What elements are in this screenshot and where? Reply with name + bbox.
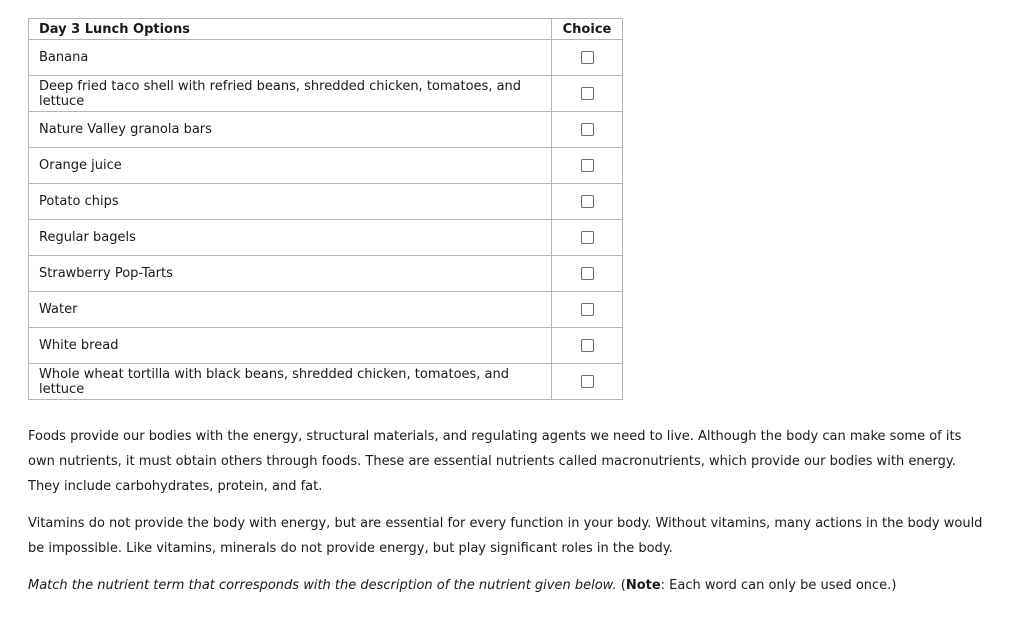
macronutrients-paragraph: Foods provide our bodies with the energy, structural materials, and regulating agents we need to live. Although the body can make some of its own nutrients, it must obtain others through foods. These are essential nutrients called macronutrients, which provide our bodies with energy. They include carbohydrates, protein, and fat. bbox=[28, 429, 962, 494]
instruction-italic: Match the nutrient term that corresponds with the description of the nutrient given below. bbox=[28, 578, 617, 593]
choice-checkbox[interactable] bbox=[581, 195, 594, 208]
table-row bbox=[29, 76, 623, 112]
note-label: Note bbox=[625, 578, 661, 593]
choice-cell bbox=[552, 148, 623, 184]
choice-cell bbox=[552, 220, 623, 256]
choice-checkbox[interactable] bbox=[581, 51, 594, 64]
table-row bbox=[29, 112, 623, 148]
choice-checkbox[interactable] bbox=[581, 303, 594, 316]
option-label: Potato chips bbox=[29, 184, 552, 220]
option-label: Orange juice bbox=[29, 148, 552, 184]
table-row bbox=[29, 292, 623, 328]
vitamins-paragraph: Vitamins do not provide the body with energy, but are essential for every function in your body. Without vitamins, many actions in the body would be impossible. Like vitamins, minerals do not provide energy, but play significant roles in the body. bbox=[28, 516, 983, 556]
match-instruction bbox=[28, 573, 988, 598]
table-header-row bbox=[29, 19, 623, 40]
option-label: Strawberry Pop-Tarts bbox=[29, 256, 552, 292]
choice-cell bbox=[552, 256, 623, 292]
table-row bbox=[29, 148, 623, 184]
choice-cell bbox=[552, 40, 623, 76]
note-text: : Each word can only be used once.) bbox=[660, 578, 897, 593]
option-label: Whole wheat tortilla with black beans, shredded chicken, tomatoes, and lettuce bbox=[29, 364, 552, 400]
option-label: White bread bbox=[29, 328, 552, 364]
option-label: Regular bagels bbox=[29, 220, 552, 256]
choice-column-header: Choice bbox=[552, 19, 623, 40]
choice-cell bbox=[552, 76, 623, 112]
table-row bbox=[29, 256, 623, 292]
instructions-text bbox=[28, 424, 988, 610]
option-label: Water bbox=[29, 292, 552, 328]
option-label: Nature Valley granola bars bbox=[29, 112, 552, 148]
choice-checkbox[interactable] bbox=[581, 231, 594, 244]
table-row bbox=[29, 184, 623, 220]
table-row bbox=[29, 40, 623, 76]
choice-cell bbox=[552, 112, 623, 148]
lunch-options-table bbox=[28, 18, 623, 400]
choice-cell bbox=[552, 328, 623, 364]
table-row bbox=[29, 328, 623, 364]
note-open: ( bbox=[616, 578, 626, 593]
choice-cell bbox=[552, 292, 623, 328]
table-row bbox=[29, 364, 623, 400]
option-label: Deep fried taco shell with refried beans, shredded chicken, tomatoes, and lettuce bbox=[29, 76, 552, 112]
choice-cell bbox=[552, 184, 623, 220]
choice-checkbox[interactable] bbox=[581, 375, 594, 388]
choice-cell bbox=[552, 364, 623, 400]
table-row bbox=[29, 220, 623, 256]
option-label: Banana bbox=[29, 40, 552, 76]
choice-checkbox[interactable] bbox=[581, 87, 594, 100]
choice-checkbox[interactable] bbox=[581, 339, 594, 352]
choice-checkbox[interactable] bbox=[581, 159, 594, 172]
choice-checkbox[interactable] bbox=[581, 123, 594, 136]
options-column-header: Day 3 Lunch Options bbox=[29, 19, 552, 40]
choice-checkbox[interactable] bbox=[581, 267, 594, 280]
